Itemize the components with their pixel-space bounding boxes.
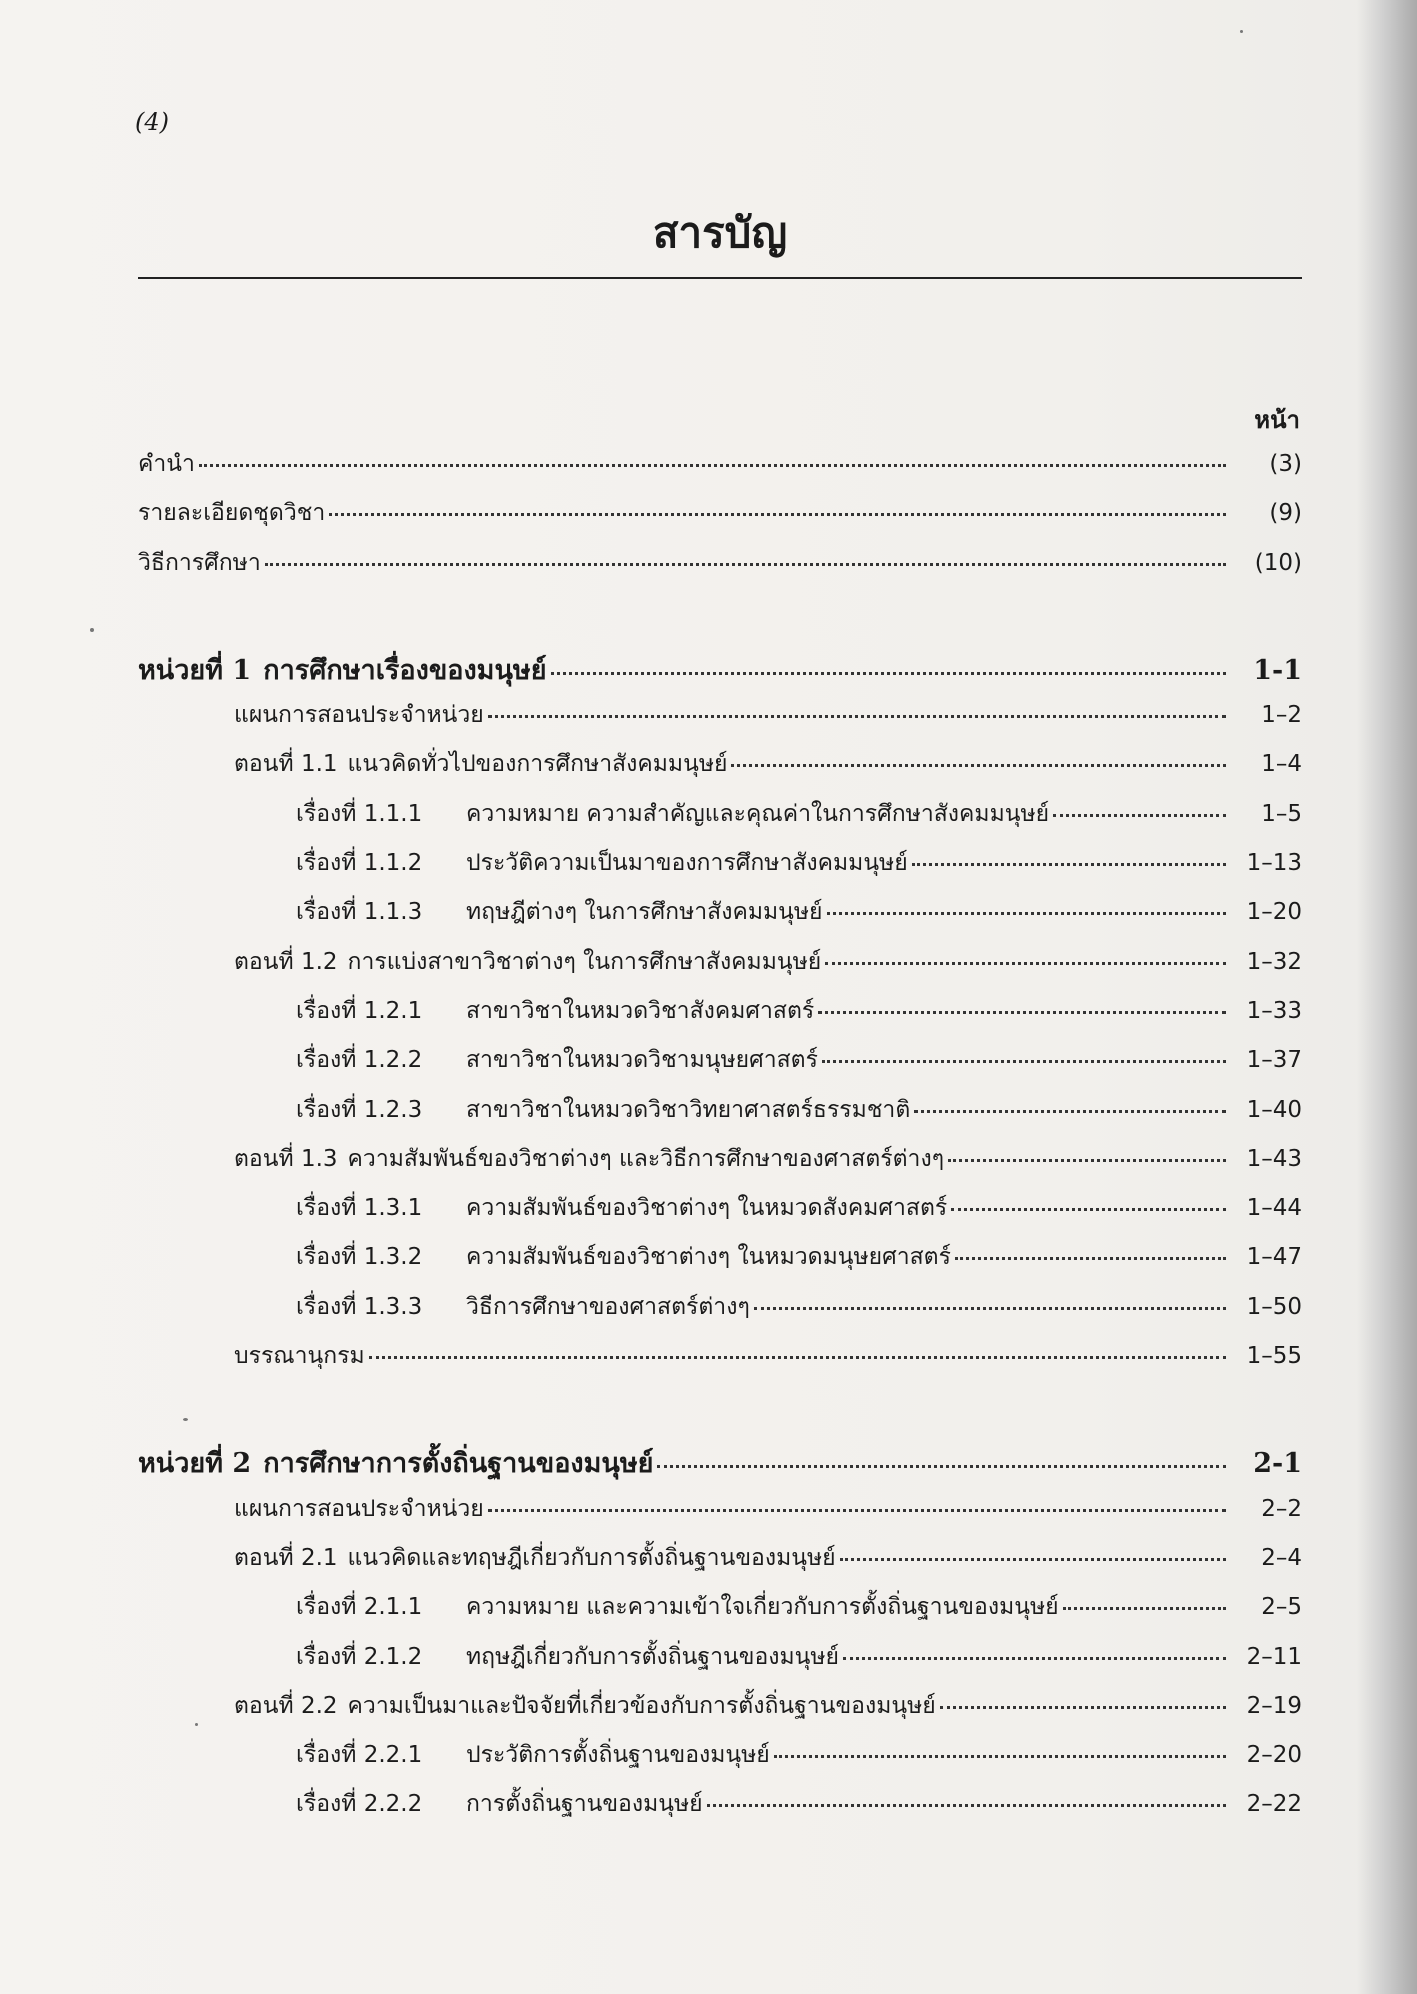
paper-speck bbox=[1240, 30, 1243, 33]
toc-page-number: 1–13 bbox=[1246, 850, 1302, 877]
toc-entry-number: ตอนที่ 1.3 bbox=[234, 1145, 338, 1172]
toc-row bbox=[138, 545, 1302, 594]
toc-row bbox=[138, 1540, 1302, 1589]
toc-entry-number: เรื่องที่ 1.2.1 bbox=[296, 997, 423, 1024]
toc-page-number: 2–4 bbox=[1261, 1544, 1302, 1571]
toc-row bbox=[138, 746, 1302, 795]
toc-page-number: 2–2 bbox=[1261, 1495, 1302, 1522]
dot-leader bbox=[754, 1307, 1226, 1310]
toc-page-number: 2–5 bbox=[1261, 1594, 1302, 1621]
toc-entry-number: เรื่องที่ 1.2.3 bbox=[296, 1096, 423, 1123]
paper-speck bbox=[90, 628, 94, 632]
toc-page-number: 2–22 bbox=[1246, 1791, 1302, 1818]
toc-entry-title: ความสัมพันธ์ของวิชาต่างๆ ในหมวดสังคมศาสตร์ bbox=[466, 1195, 948, 1222]
toc-entry-title: วิธีการศึกษาของศาสตร์ต่างๆ bbox=[466, 1293, 750, 1320]
toc-entry-title: ความหมาย และความเข้าใจเกี่ยวกับการตั้งถิ่นฐานของมนุษย์ bbox=[466, 1594, 1059, 1621]
dot-leader bbox=[488, 1509, 1226, 1512]
toc-entry-title: วิธีการศึกษา bbox=[138, 549, 261, 576]
dot-leader bbox=[657, 1465, 1226, 1468]
dot-leader bbox=[843, 1657, 1226, 1660]
toc-row bbox=[138, 1639, 1302, 1688]
toc-entry-number: หน่วยที่ 2 bbox=[138, 1448, 252, 1480]
dot-leader bbox=[822, 1060, 1226, 1063]
dot-leader bbox=[1063, 1607, 1226, 1610]
dot-leader bbox=[199, 464, 1226, 467]
toc-entry-number: เรื่องที่ 1.3.1 bbox=[296, 1195, 423, 1222]
toc-page-number: 1–5 bbox=[1261, 800, 1302, 827]
dot-leader bbox=[774, 1755, 1226, 1758]
dot-leader bbox=[951, 1208, 1226, 1211]
toc-row bbox=[138, 845, 1302, 894]
toc-page-number: (10) bbox=[1254, 549, 1302, 576]
toc-row bbox=[138, 1141, 1302, 1190]
toc-entry-title: ประวัติการตั้งถิ่นฐานของมนุษย์ bbox=[466, 1742, 770, 1769]
toc-page-number: 1–37 bbox=[1246, 1047, 1302, 1074]
toc-row bbox=[138, 993, 1302, 1042]
toc-entry-number: เรื่องที่ 2.1.1 bbox=[296, 1594, 423, 1621]
toc-entry-title: สาขาวิชาในหมวดวิชามนุษยศาสตร์ bbox=[466, 1047, 818, 1074]
dot-leader bbox=[265, 563, 1226, 566]
paper-speck bbox=[195, 1723, 198, 1726]
toc-page-number: 1–43 bbox=[1246, 1145, 1302, 1172]
dot-leader bbox=[551, 672, 1226, 675]
toc-entry-number: หน่วยที่ 1 bbox=[138, 654, 252, 686]
dot-leader bbox=[827, 912, 1226, 915]
toc-row bbox=[138, 697, 1302, 746]
toc-entry-title: สาขาวิชาในหมวดวิชาสังคมศาสตร์ bbox=[466, 997, 815, 1024]
dot-leader bbox=[329, 513, 1226, 516]
dot-leader bbox=[369, 1356, 1226, 1359]
toc-unit-row bbox=[138, 1441, 1302, 1490]
dot-leader bbox=[1053, 814, 1226, 817]
toc-page-number: 2–20 bbox=[1246, 1742, 1302, 1769]
toc-page-number: 1–32 bbox=[1246, 948, 1302, 975]
dot-leader bbox=[948, 1159, 1226, 1162]
toc-page-number: 1–47 bbox=[1246, 1244, 1302, 1271]
toc-row bbox=[138, 1786, 1302, 1835]
toc-row bbox=[138, 1688, 1302, 1737]
toc-entry-title: แนวคิดและทฤษฎีเกี่ยวกับการตั้งถิ่นฐานของมนุษย์ bbox=[347, 1544, 836, 1571]
toc-row bbox=[138, 894, 1302, 943]
toc-row bbox=[138, 1042, 1302, 1091]
toc-entry-number: เรื่องที่ 1.1.1 bbox=[296, 800, 423, 827]
toc-page-number: (9) bbox=[1269, 500, 1302, 527]
toc-row bbox=[138, 944, 1302, 993]
toc-entry-title: ความสัมพันธ์ของวิชาต่างๆ ในหมวดมนุษยศาสตร์ bbox=[466, 1244, 951, 1271]
toc-page-number: 1–2 bbox=[1261, 702, 1302, 729]
dot-leader bbox=[707, 1804, 1226, 1807]
toc-entry-title: คำนำ bbox=[138, 451, 195, 477]
book-binding-shadow bbox=[1357, 0, 1417, 1994]
toc-row bbox=[138, 1338, 1302, 1387]
dot-leader bbox=[914, 1110, 1226, 1113]
dot-leader bbox=[940, 1706, 1226, 1709]
toc-row bbox=[138, 1190, 1302, 1239]
toc-page-number: 2–19 bbox=[1246, 1692, 1302, 1719]
dot-leader bbox=[818, 1011, 1226, 1014]
toc-row bbox=[138, 1737, 1302, 1786]
toc-page-number: 1–50 bbox=[1246, 1293, 1302, 1320]
toc-unit-row bbox=[138, 648, 1302, 697]
toc-entry-title: ทฤษฎีต่างๆ ในการศึกษาสังคมมนุษย์ bbox=[466, 899, 823, 926]
dot-leader bbox=[840, 1558, 1226, 1561]
toc-entry-title: แผนการสอนประจำหน่วย bbox=[234, 702, 484, 729]
toc-entry-number: เรื่องที่ 2.2.1 bbox=[296, 1742, 423, 1769]
toc-entry-number: ตอนที่ 1.2 bbox=[234, 948, 338, 975]
toc-entry-title: ประวัติความเป็นมาของการศึกษาสังคมมนุษย์ bbox=[466, 850, 908, 877]
toc-row bbox=[138, 1589, 1302, 1638]
toc-row bbox=[138, 1092, 1302, 1141]
toc-page-number: 1–33 bbox=[1246, 997, 1302, 1024]
page-title: สารบัญ bbox=[652, 208, 788, 257]
table-of-contents bbox=[138, 446, 1302, 1836]
toc-entry-title: แนวคิดทั่วไปของการศึกษาสังคมมนุษย์ bbox=[347, 751, 728, 778]
paper-speck bbox=[183, 1418, 188, 1421]
toc-page-number: 1–44 bbox=[1246, 1195, 1302, 1222]
toc-entry-title: ความเป็นมาและปัจจัยที่เกี่ยวข้องกับการตั้งถิ่นฐานของมนุษย์ bbox=[347, 1692, 936, 1719]
toc-entry-title: การตั้งถิ่นฐานของมนุษย์ bbox=[466, 1791, 703, 1818]
toc-entry-title: สาขาวิชาในหมวดวิชาวิทยาศาสตร์ธรรมชาติ bbox=[466, 1096, 911, 1123]
dot-leader bbox=[488, 715, 1226, 718]
title-underline bbox=[138, 277, 1302, 279]
dot-leader bbox=[912, 863, 1226, 866]
toc-entry-title: การแบ่งสาขาวิชาต่างๆ ในการศึกษาสังคมมนุษย์ bbox=[347, 948, 822, 975]
toc-entry-number: เรื่องที่ 1.1.3 bbox=[296, 899, 423, 926]
toc-entry-number: เรื่องที่ 1.3.2 bbox=[296, 1244, 423, 1271]
toc-row bbox=[138, 495, 1302, 544]
toc-row bbox=[138, 1239, 1302, 1288]
toc-entry-number: เรื่องที่ 2.2.2 bbox=[296, 1791, 423, 1818]
toc-page-number: 1–40 bbox=[1246, 1096, 1302, 1123]
toc-entry-number: เรื่องที่ 1.2.2 bbox=[296, 1047, 423, 1074]
toc-page-number: 1–4 bbox=[1261, 751, 1302, 778]
toc-page-number: 1-1 bbox=[1253, 654, 1302, 686]
dot-leader bbox=[731, 764, 1226, 767]
toc-page-number: 1–20 bbox=[1246, 899, 1302, 926]
toc-entry-title: บรรณานุกรม bbox=[234, 1343, 365, 1370]
toc-row bbox=[138, 446, 1302, 495]
toc-page-number: (3) bbox=[1269, 451, 1302, 477]
toc-entry-title: การศึกษาการตั้งถิ่นฐานของมนุษย์ bbox=[263, 1448, 654, 1480]
dot-leader bbox=[825, 962, 1226, 965]
toc-entry-title: ทฤษฎีเกี่ยวกับการตั้งถิ่นฐานของมนุษย์ bbox=[466, 1643, 840, 1670]
page-column-header: หน้า bbox=[1254, 405, 1300, 434]
toc-page-number: 2–11 bbox=[1246, 1643, 1302, 1670]
toc-entry-number: ตอนที่ 1.1 bbox=[234, 751, 338, 778]
toc-entry-title: ความสัมพันธ์ของวิชาต่างๆ และวิธีการศึกษาของศาสตร์ต่างๆ bbox=[347, 1145, 945, 1172]
toc-page-number: 2-1 bbox=[1253, 1448, 1302, 1480]
dot-leader bbox=[955, 1257, 1226, 1260]
toc-entry-number: เรื่องที่ 1.1.2 bbox=[296, 850, 423, 877]
toc-row bbox=[138, 1491, 1302, 1540]
toc-entry-title: การศึกษาเรื่องของมนุษย์ bbox=[263, 654, 547, 686]
toc-entry-number: เรื่องที่ 1.3.3 bbox=[296, 1293, 423, 1320]
toc-entry-title: รายละเอียดชุดวิชา bbox=[138, 500, 326, 527]
toc-entry-number: ตอนที่ 2.1 bbox=[234, 1544, 338, 1571]
toc-page-number: 1–55 bbox=[1246, 1343, 1302, 1370]
toc-entry-number: ตอนที่ 2.2 bbox=[234, 1692, 338, 1719]
toc-row bbox=[138, 1289, 1302, 1338]
page-number: (4) bbox=[135, 108, 169, 136]
toc-entry-title: ความหมาย ความสำคัญและคุณค่าในการศึกษาสังคมมนุษย์ bbox=[466, 800, 1050, 827]
toc-row bbox=[138, 796, 1302, 845]
toc-entry-title: แผนการสอนประจำหน่วย bbox=[234, 1495, 484, 1522]
toc-entry-number: เรื่องที่ 2.1.2 bbox=[296, 1643, 423, 1670]
